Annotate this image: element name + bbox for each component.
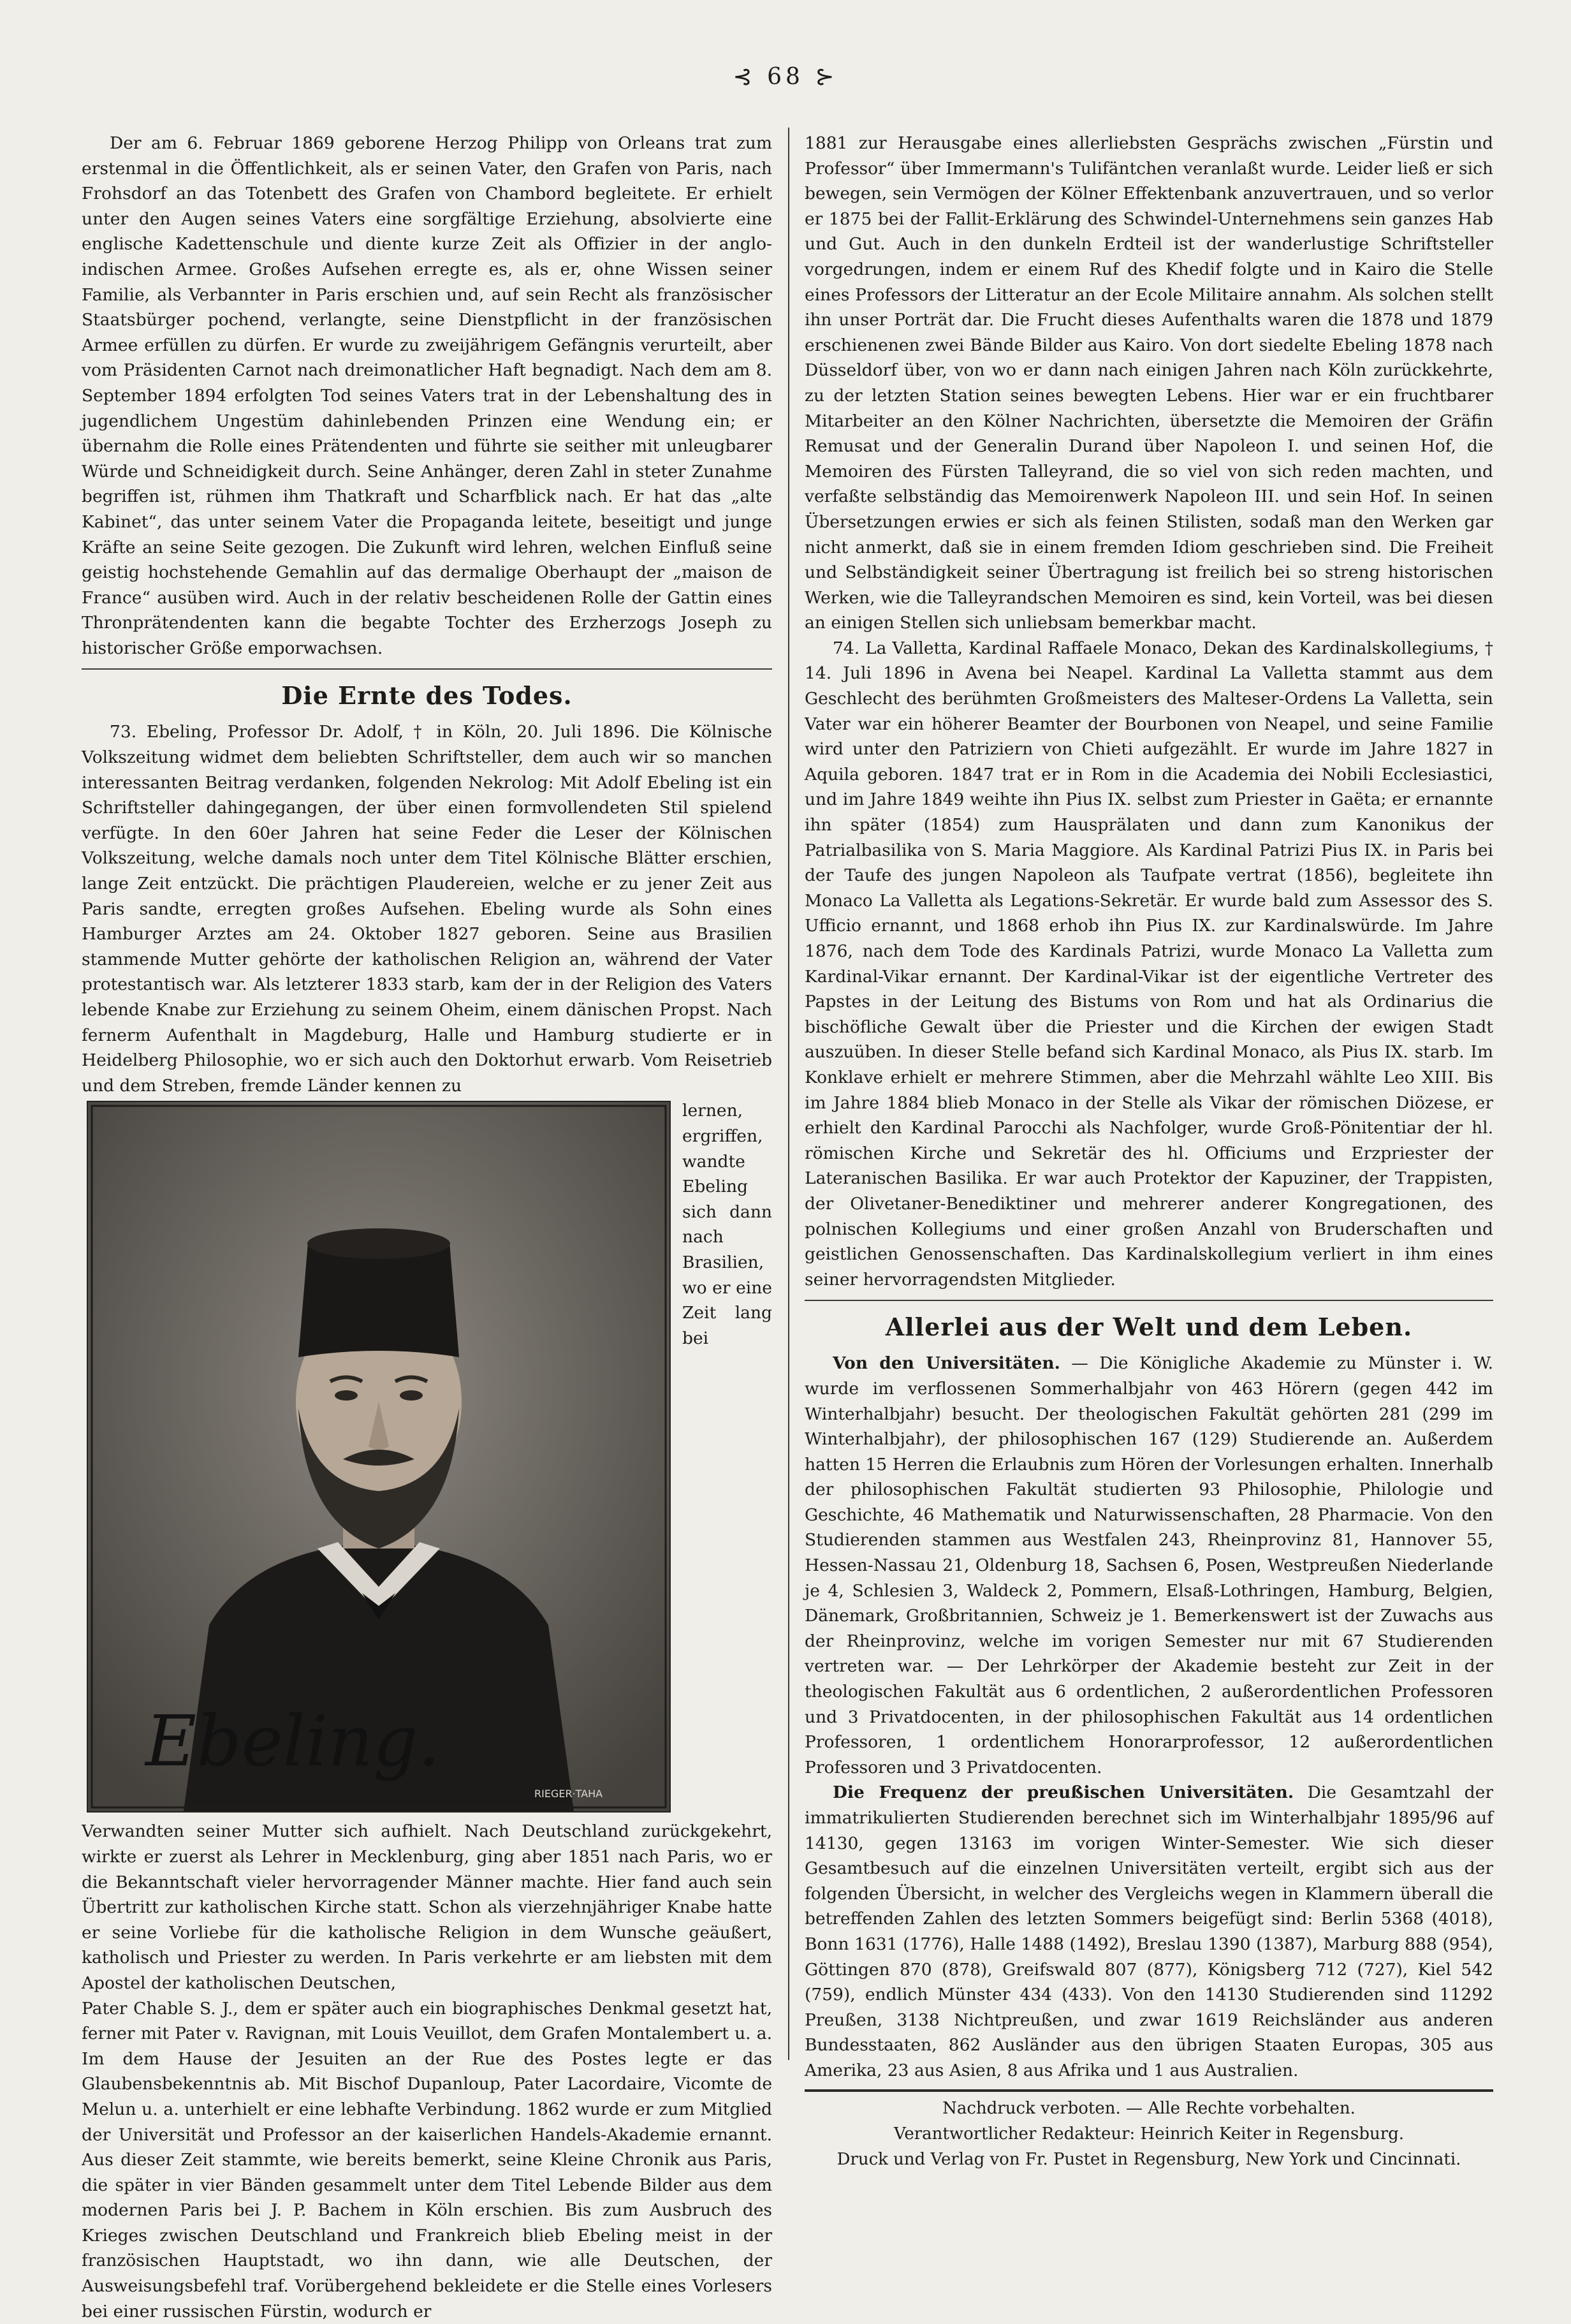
portrait-wrap: [82, 1098, 772, 1996]
page-number: 68: [767, 64, 804, 90]
page-number-row: [0, 64, 1571, 90]
obituary-ebeling-wrap: lernen, ergriffen, wandte Ebeling sich dann nach Brasilien, wo er eine Zeit lang bei Verwandten seiner Mutter sich aufhielt. Nach Deutschland zurückgekehrt, wirkte er zuerst als Lehrer in Mecklenburg, ging aber 1851 nach Paris, wo er die Bekanntschaft vieler hervorragender Männer machte. Hier fand auch sein Übertritt zur katholischen Kirche statt. Schon als vierzehnjähriger Knabe hatte er seine Vorliebe für die katholische Religion in dem Wunsche geäußert, katholisch und Priester zu werden. In Paris verkehrte er am liebsten mit dem Apostel der katholischen Deutschen,: [82, 1101, 772, 1993]
section-heading-ernte: Die Ernte des Todes.: [281, 681, 573, 710]
news-prussian-lead: Die Frequenz der preußischen Universitäten.: [833, 1783, 1294, 1803]
section-rule: [82, 668, 772, 670]
imprint-rights: Nachdruck verboten. — Alle Rechte vorbehalten.: [942, 2099, 1355, 2118]
section-rule-2: [805, 1300, 1493, 1301]
imprint: [805, 2080, 1493, 2172]
article-philipp-orleans: Der am 6. Februar 1869 geborene Herzog Philipp von Orleans trat zum erstenmal in die Öffentlichkeit, als er seinen Vater, den Grafen von Paris, nach Frohsdorf an das Totenbett des Grafen von Chambord begleitete. Er erhielt unter den Augen seines Vaters eine sorgfältige Erziehung, absolvierte eine englische Kadettenschule und diente kurze Zeit als Offizier in der anglo-indischen Armee. Großes Aufsehen erregte es, als er, ohne Wissen seiner Familie, als Verbannter in Paris erschien und, auf sein Recht als französischer Staatsbürger pochend, verlangte, seine Dienstpflicht in der französischen Armee erfüllen zu dürfen. Er wurde zu zweijährigem Gefängnis verurteilt, aber vom Präsidenten Carnot nach dreimonatlicher Haft begnadigt. Nach dem am 8. September 1894 erfolgten Tod seines Vaters trat in der Lebenshaltung des in jugendlichem Ungestüm dahinlebenden Prinzen eine Wendung ein; er übernahm die Rolle eines Prätendenten und führte sie seither mit unleugbarer Würde und Schneidigkeit durch. Seine Anhänger, deren Zahl in steter Zunahme begriffen ist, rühmen ihm Thatkraft und Scharfblick nach. Er hat das „alte Kabinet“, das unter seinem Vater die Propaganda leitete, beseitigt und junge Kräfte an seine Seite gezogen. Die Zukunft wird lehren, welchen Einfluß seine geistig hochstehende Gemahlin auf das dermalige Oberhaupt der „maison de France“ ausüben wird. Auch in der relativ bescheidenen Rolle der Gattin eines Thronprätendenten kann die begabte Tochter des Erzherzogs Joseph zu historischer Größe emporwachsen.: [82, 133, 772, 658]
obituary-ebeling: 73. Ebeling, Professor Dr. Adolf, † in Köln, 20. Juli 1896. Die Kölnische Volkszeitung widmet dem beliebten Schriftsteller, dem auch wir so manchen interessanten Beitrag verdanken, folgenden Nekrolog: Mit Adolf Ebeling ist ein Schriftsteller dahingegangen, der über einen formvollendeten Stil spielend verfügte. In den 60er Jahren hat seine Feder die Leser der Kölnischen Volkszeitung, welche damals noch unter dem Titel Kölnische Blätter erschien, lange Zeit entzückt. Die prächtigen Plaudereien, welche er zu jener Zeit aus Paris sandte, erregten großes Aufsehen. Ebeling wurde als Sohn eines Hamburger Arztes am 24. Oktober 1827 geboren. Seine aus Brasilien stammende Mutter gehörte der katholischen Religion an, während der Vater protestantisch war. Als letzterer 1833 starb, kam der in der Religion des Vaters lebende Knabe zur Erziehung zu seinem Oheim, einem dänischen Propst. Nach fernerm Aufenthalt in Magdeburg, Halle und Hamburg studierte er in Heidelberg Philosophie, wo er sich auch den Doktorhut erwarb. Vom Reisetrieb und dem Streben, fremde Länder kennen zu: [82, 722, 772, 1096]
imprint-publisher: Druck und Verlag von Fr. Pustet in Regensburg, New York und Cincinnati.: [837, 2150, 1461, 2169]
obituary-ebeling-continued: Pater Chable S. J., dem er später auch ein biographisches Denkmal gesetzt hat, ferner mit Pater v. Ravignan, mit Louis Veuillot, dem Grafen Montalembert u. a. Im dem Hause der Jesuiten an der Rue des Postes legte er das Glaubensbekenntnis ab. Mit Bischof Dupanloup, Pater Lacordaire, Vicomte de Melun u. a. unterhielt er eine lebhafte Verbindung. 1862 wurde er zum Mitglied der Universität und Professor an der kaiserlichen Handels-Akademie ernannt. Aus dieser Zeit stammte, wie bereits bemerkt, seine Kleine Chronik aus Paris, die später in vier Bänden gesammelt unter dem Titel Lebende Bilder aus dem modernen Paris bei J. P. Bachem in Köln erschien. Bis zum Ausbruch des Krieges zwischen Deutschland und Frankreich blieb Ebeling meist in der französischen Hauptstadt, wo ihn dann, wie alle Deutschen, der Ausweisungsbefehl traf. Vorübergehend bekleidete er die Stelle eines Vorlesers bei einer russischen Fürstin, wodurch er: [82, 1998, 772, 2321]
ebeling-portrait: [87, 1101, 671, 1813]
imprint-rule: [805, 2089, 1493, 2092]
photographer-credit: RIEGER·TAHA: [534, 1788, 603, 1800]
news-prussian-text: Die Gesamtzahl der immatrikulierten Studierenden berechnet sich im Winterhalbjahr 1895/96 auf 14130, gegen 13163 im vorigen Winter-Semester. Wie sich dieser Gesamtbesuch auf die einzelnen Universitäten verteilt, ergibt sich aus der folgenden Übersicht, in welcher des Vergleichs wegen in Klammern überall die betreffenden Zahlen des letzten Sommers beigefügt sind: Berlin 5368 (4018), Bonn 1631 (1776), Halle 1488 (1492), Breslau 1390 (1387), Marburg 888 (954), Göttingen 870 (878), Greifswald 807 (877), Königsberg 712 (727), Kiel 542 (759), endlich Münster 434 (433). Von den 14130 Studierenden sind 11292 Preußen, 3138 Nichtpreußen, und zwar 1619 Reichsländer aus anderen Bundesstaaten, 862 Ausländer aus den übrigen Staaten Europas, 305 aus Amerika, 23 aus Asien, 8 aus Afrika und 1 aus Australien.: [805, 1783, 1493, 2080]
page-ornament-right: ⊱: [815, 64, 838, 90]
portrait-image: [88, 1102, 669, 1811]
imprint-editor: Verantwortlicher Redakteur: Heinrich Keiter in Regensburg.: [893, 2124, 1405, 2144]
section-heading-allerlei: Allerlei aus der Welt und dem Leben.: [885, 1313, 1413, 1342]
column-divider: [788, 128, 789, 2060]
left-column: [82, 131, 772, 2324]
obituary-ebeling-end: 1881 zur Herausgabe eines allerliebsten Gesprächs zwischen „Fürstin und Professor“ über Immermann's Tulifäntchen veranlaßt wurde. Leider ließ er sich bewegen, sein Vermögen der Kölner Effektenbank anzuvertrauen, und so verlor er 1875 bei der Fallit-Erklärung des Schwindel-Unternehmens sein ganzes Hab und Gut. Auch in den dunkeln Erdteil ist der wanderlustige Schriftsteller vorgedrungen, indem er einem Ruf des Khedif folgte und in Kairo die Stelle eines Professors der Litteratur an der Ecole Militaire annahm. Als solchen stellt ihn unser Porträt dar. Die Frucht dieses Aufenthalts waren die 1878 und 1879 erschienenen zwei Bände Bilder aus Kairo. Von dort siedelte Ebeling 1878 nach Düsseldorf über, von wo er dann nach einigen Jahren nach Köln zurückkehrte, zu der letzten Station seines bewegten Lebens. Hier war er ein fruchtbarer Mitarbeiter an den Kölner Nachrichten, übersetzte die Memoiren der Gräfin Remusat und der Generalin Durand über Napoleon I. und seinen Hof, die Memoiren des Fürsten Talleyrand, die so viel von sich reden machten, und verfaßte selbständig das Memoirenwerk Napoleon III. und sein Hof. In seinen Übersetzungen erwies er sich als feinen Stilisten, sodaß man den Werken gar nicht anmerkt, daß sie in einem fremden Idiom geschrieben sind. Die Freiheit und Selbständigkeit seiner Übertragung ist freilich bei so streng historischen Werken, wie die Talleyrandschen Memoiren es sind, kein Vorteil, was bei diesen an einigen Stellen sich unliebsam bemerkbar macht.: [805, 133, 1493, 633]
news-universities-lead: Von den Universitäten.: [833, 1353, 1060, 1374]
news-universities: [805, 1351, 1493, 1780]
page-ornament-left: ⊰: [733, 64, 756, 90]
portrait-signature: Ebeling.: [145, 1700, 441, 1783]
obituary-la-valletta: 74. La Valletta, Kardinal Raffaele Monaco, Dekan des Kardinalskollegiums, † 14. Juli 1896 in Avena bei Neapel. Kardinal La Valletta stammt aus dem Geschlecht des berühmten Großmeisters des Malteser-Ordens La Valletta, sein Vater war ein höherer Beamter der Bourbonen von Neapel, und seine Familie wird unter den Patriziern von Chieti aufgezählt. Er wurde im Jahre 1827 in Aquila geboren. 1847 trat er in Rom in die Academia dei Nobili Ecclesiastici, und im Jahre 1849 weihte ihn Pius IX. selbst zum Priester in Gaëta; er ernannte ihn später (1854) zum Hausprälaten und dann zum Kanonikus der Patrialbasilika von S. Maria Maggiore. Als Kardinal Patrizi Pius IX. in Paris bei der Taufe des jungen Napoleon als Taufpate vertrat (1856), begleitete ihn Monaco La Valletta als Legations-Sekretär. Er wurde bald zum Assessor des S. Ufficio ernannt, und 1868 erhob ihn Pius IX. zur Kardinalswürde. Im Jahre 1876, nach dem Tode des Kardinals Patrizi, wurde Monaco La Valletta zum Kardinal-Vikar ernannt. Der Kardinal-Vikar ist der eigentliche Vertreter des Papstes in der Leitung des Bistums von Rom und hat als Ordinarius die bischöfliche Gewalt über die Priester und die Kirchen der ewigen Stadt auszuüben. In dieser Stelle befand sich Kardinal Monaco, als Pius IX. starb. Im Konklave erhielt er mehrere Stimmen, aber die Mehrzahl wählte Leo XIII. Bis im Jahre 1884 blieb Monaco in der Stelle als Vikar der römischen Diözese, er erhielt den Kardinal Parocchi als Nachfolger, wurde Groß-Pönitentiar der hl. römischen Kirche und Sekretär des hl. Officiums und Erzpriester der Lateranischen Basilika. Er war auch Protektor der Kapuziner, der Trappisten, der Olivetaner-Benediktiner und mehrerer anderer Kongregationen, des polnischen Kollegiums und einer großen Anzahl von Bruderschaften und geistlichen Genossenschaften. Das Kardinalskollegium verliert in ihm eines seiner hervorragendsten Mitglieder.: [805, 638, 1493, 1290]
news-prussian-universities: [805, 1780, 1493, 2083]
news-universities-text: — Die Königliche Akademie zu Münster i. W. wurde im verflossenen Sommerhalbjahr von 463 Hörern (gegen 442 im Winterhalbjahr) besucht. Der theologischen Fakultät gehörten 281 (299 im Winterhalbjahr), der philosophischen 167 (129) Studierende an. Außerdem hatten 15 Herren die Erlaubnis zum Hören der Vorlesungen erhalten. Innerhalb der philosophischen Fakultät studierten 93 Philosophie, Philologie und Geschichte, 46 Mathematik und Naturwissenschaften, 28 Pharmacie. Von den Studierenden stammen aus Westfalen 243, Rheinprovinz 81, Hannover 55, Hessen-Nassau 21, Oldenburg 18, Sachsen 6, Posen, Westpreußen Niederlande je 4, Schlesien 3, Waldeck 2, Pommern, Elsaß-Lothringen, Hamburg, Belgien, Dänemark, Großbritannien, Schweiz je 1. Bemerkenswert ist der Zuwachs aus der Rheinprovinz, welche im vorigen Semester nur mit 67 Studierenden vertreten war. — Der Lehrkörper der Akademie besteht zur Zeit in der theologischen Fakultät aus 6 ordentlichen, 2 außerordentlichen Professoren und 3 Privatdocenten, in der philosophischen Fakultät aus 14 ordentlichen Professoren, 1 ordentlichem Honorarprofessor, 12 außerordentlichen Professoren und 3 Privatdocenten.: [805, 1353, 1493, 1777]
right-column: [805, 131, 1493, 2084]
